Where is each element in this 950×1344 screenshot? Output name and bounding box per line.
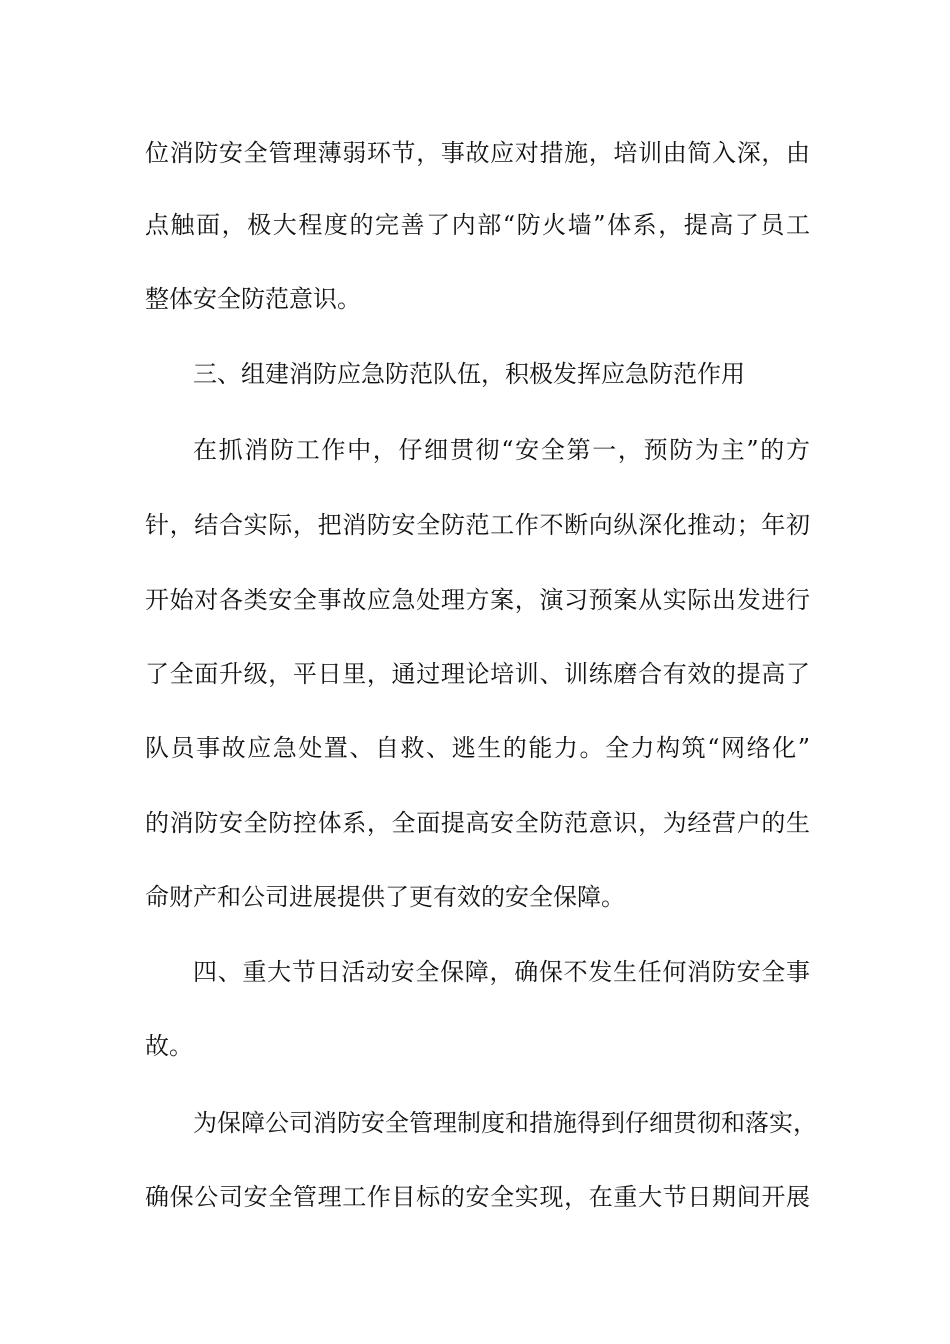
paragraph-line: 整体安全防范意识。 [145, 285, 361, 313]
paragraph-line: 命财产和公司进展提供了更有效的安全保障。 [145, 883, 625, 911]
paragraph-line: 队员事故应急处置、自救、逃生的能力。全力构筑“网络化” [145, 734, 810, 762]
paragraph-line: 在抓消防工作中，仔细贯彻“安全第一，预防为主”的方 [193, 436, 810, 464]
paragraph-line: 了全面升级，平日里，通过理论培训、训练磨合有效的提高了 [145, 660, 810, 688]
section-heading-continuation: 故。 [145, 1032, 193, 1060]
paragraph-line: 位消防安全管理薄弱环节，事故应对措施，培训由简入深，由 [145, 139, 810, 167]
paragraph-line: 确保公司安全管理工作目标的安全实现，在重大节日期间开展 [145, 1183, 810, 1211]
paragraph-line: 针，结合实际，把消防安全防范工作不断向纵深化推动；年初 [145, 511, 810, 539]
paragraph-line: 的消防安全防控体系，全面提高安全防范意识，为经营户的生 [145, 809, 810, 837]
paragraph-line: 点触面，极大程度的完善了内部“防火墙”体系，提高了员工 [145, 211, 810, 239]
paragraph-line: 为保障公司消防安全管理制度和措施得到仔细贯彻和落实， [193, 1109, 817, 1137]
paragraph-line: 开始对各类安全事故应急处理方案，演习预案从实际出发进行 [145, 586, 810, 614]
section-heading: 三、组建消防应急防范队伍，积极发挥应急防范作用 [193, 360, 745, 388]
section-heading: 四、重大节日活动安全保障，确保不发生任何消防安全事 [193, 958, 810, 986]
